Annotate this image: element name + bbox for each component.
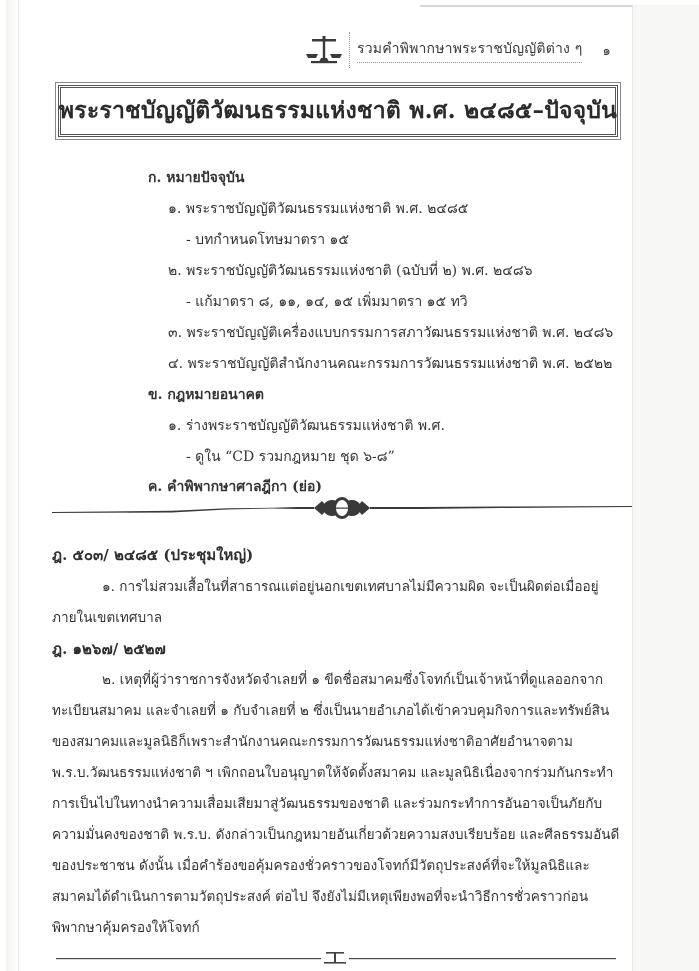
future-law-item-1-note: - ดูใน “CD รวมกฎหมาย ชุด ๖-๘” <box>186 449 395 465</box>
case-2-line-9: พิพากษาคุ้มครองให้โจทก์ <box>52 920 200 936</box>
section-heading-current-law: ก. หมายปัจจุบัน <box>148 170 245 186</box>
current-law-item-1-note: - บทกำหนดโทษมาตรา ๑๕ <box>186 232 349 248</box>
book-title: รวมคำพิพากษาพระราชบัญญัติต่าง ๆ <box>357 38 582 63</box>
current-law-item-2-note: - แก้มาตรา ๘, ๑๑, ๑๔, ๑๕ เพิ่มมาตรา ๑๕ ทวิ <box>186 294 468 310</box>
case-2-line-5: การเป็นไปในทางนำความเสื่อมเสียมาสู่วัฒนธรรมของชาติ และร่วมกระทำการอันอาจเป็นภัยกับ <box>52 796 603 812</box>
future-law-item-1: ๑. ร่างพระราชบัญญัติวัฒนธรรมแห่งชาติ พ.ศ. <box>168 418 445 434</box>
case-2-line-8: สมาคมได้ดำเนินการตามวัตถุประสงค์ ต่อไป จึงยังไม่มีเหตุเพียงพอที่จะนำวิธีการชั่วคราวก่อน <box>52 889 589 905</box>
page-number: ๑ <box>602 43 611 59</box>
section-heading-supreme-court: ค. คำพิพากษาศาลฎีกา (ย่อ) <box>148 479 323 495</box>
page-right-margin-shadow <box>632 5 699 971</box>
case-2-line-1: ๒. เหตุที่ผู้ว่าราชการจังหวัดจำเลยที่ ๑ ขีดชื่อสมาคมซึ่งโจทก์เป็นเจ้าหน้าที่ดูแลออกจาก <box>102 672 604 688</box>
case-2-line-7: ของประชาชน ดังนั้น เมื่อคำร้องขอคุ้มครองชั่วคราวของโจทก์มีวัตถุประสงค์ที่จะให้มูลนิธิและ <box>52 858 590 874</box>
page-left-edge-shadow <box>6 0 19 971</box>
current-law-item-3: ๓. พระราชบัญญัติเครื่องแบบกรรมการสภาวัฒนธรรมแห่งชาติ พ.ศ. ๒๔๘๖ <box>168 325 614 341</box>
case-2-line-4: พ.ร.บ.วัฒนธรรมแห่งชาติ ฯ เพิกถอนใบอนุญาตให้จัดตั้งสมาคม และมูลนิธิเนื่องจากร่วมกันกระทำ <box>52 765 614 781</box>
header-divider <box>349 32 351 68</box>
current-law-item-2: ๒. พระราชบัญญัติวัฒนธรรมแห่งชาติ (ฉบับที่ ๒) พ.ศ. ๒๔๘๖ <box>168 263 533 279</box>
current-law-item-1: ๑. พระราชบัญญัติวัฒนธรรมแห่งชาติ พ.ศ. ๒๔๘๕ <box>168 201 469 217</box>
case-reference-2: ฎ. ๑๒๖๗/ ๒๕๒๗ <box>52 640 166 658</box>
case-1-line-1: ๑. การไม่สวมเสื้อในที่สาธารณแต่อยู่นอกเขตเทศบาลไม่มีความผิด จะเป็นผิดต่อเมื่ออยู่ <box>102 579 599 595</box>
section-heading-future-law: ข. กฎหมายอนาคต <box>148 387 265 403</box>
current-law-item-4: ๔. พระราชบัญญัติสำนักงานคณะกรรมการวัฒนธรรมแห่งชาติ พ.ศ. ๒๕๒๒ <box>168 356 613 372</box>
running-header <box>305 30 611 70</box>
scales-of-justice-icon <box>305 34 343 66</box>
case-2-line-3: ของสมาคมและมูลนิธิก็เพราะสำนักงานคณะกรรมการวัฒนธรรมแห่งชาติอาศัยอำนาจตาม <box>52 734 573 750</box>
case-reference-1: ฎ. ๕๐๓/ ๒๔๘๕ (ประชุมใหญ่) <box>52 546 254 564</box>
footer-divider <box>56 950 616 966</box>
title-box <box>58 85 618 137</box>
case-2-line-2: ทะเบียนสมาคม และจำเลยที่ ๑ กับจำเลยที่ ๒ ซึ่งเป็นนายอำเภอได้เข้าควบคุมกิจการและทรัพย์สิน <box>52 703 610 719</box>
case-1-line-2: ภายในเขตเทศบาล <box>52 610 163 626</box>
page-title: พระราชบัญญัติวัฒนธรรมแห่งชาติ พ.ศ. ๒๔๘๕–ปัจจุบัน <box>58 97 618 124</box>
case-2-line-6: ความมั่นคงของชาติ พ.ร.บ. ดังกล่าวเป็นกฎหมายอันเกี่ยวด้วยความสงบเรียบร้อย และศีลธรรมอันดี <box>52 827 620 843</box>
ornamental-divider <box>52 496 632 520</box>
